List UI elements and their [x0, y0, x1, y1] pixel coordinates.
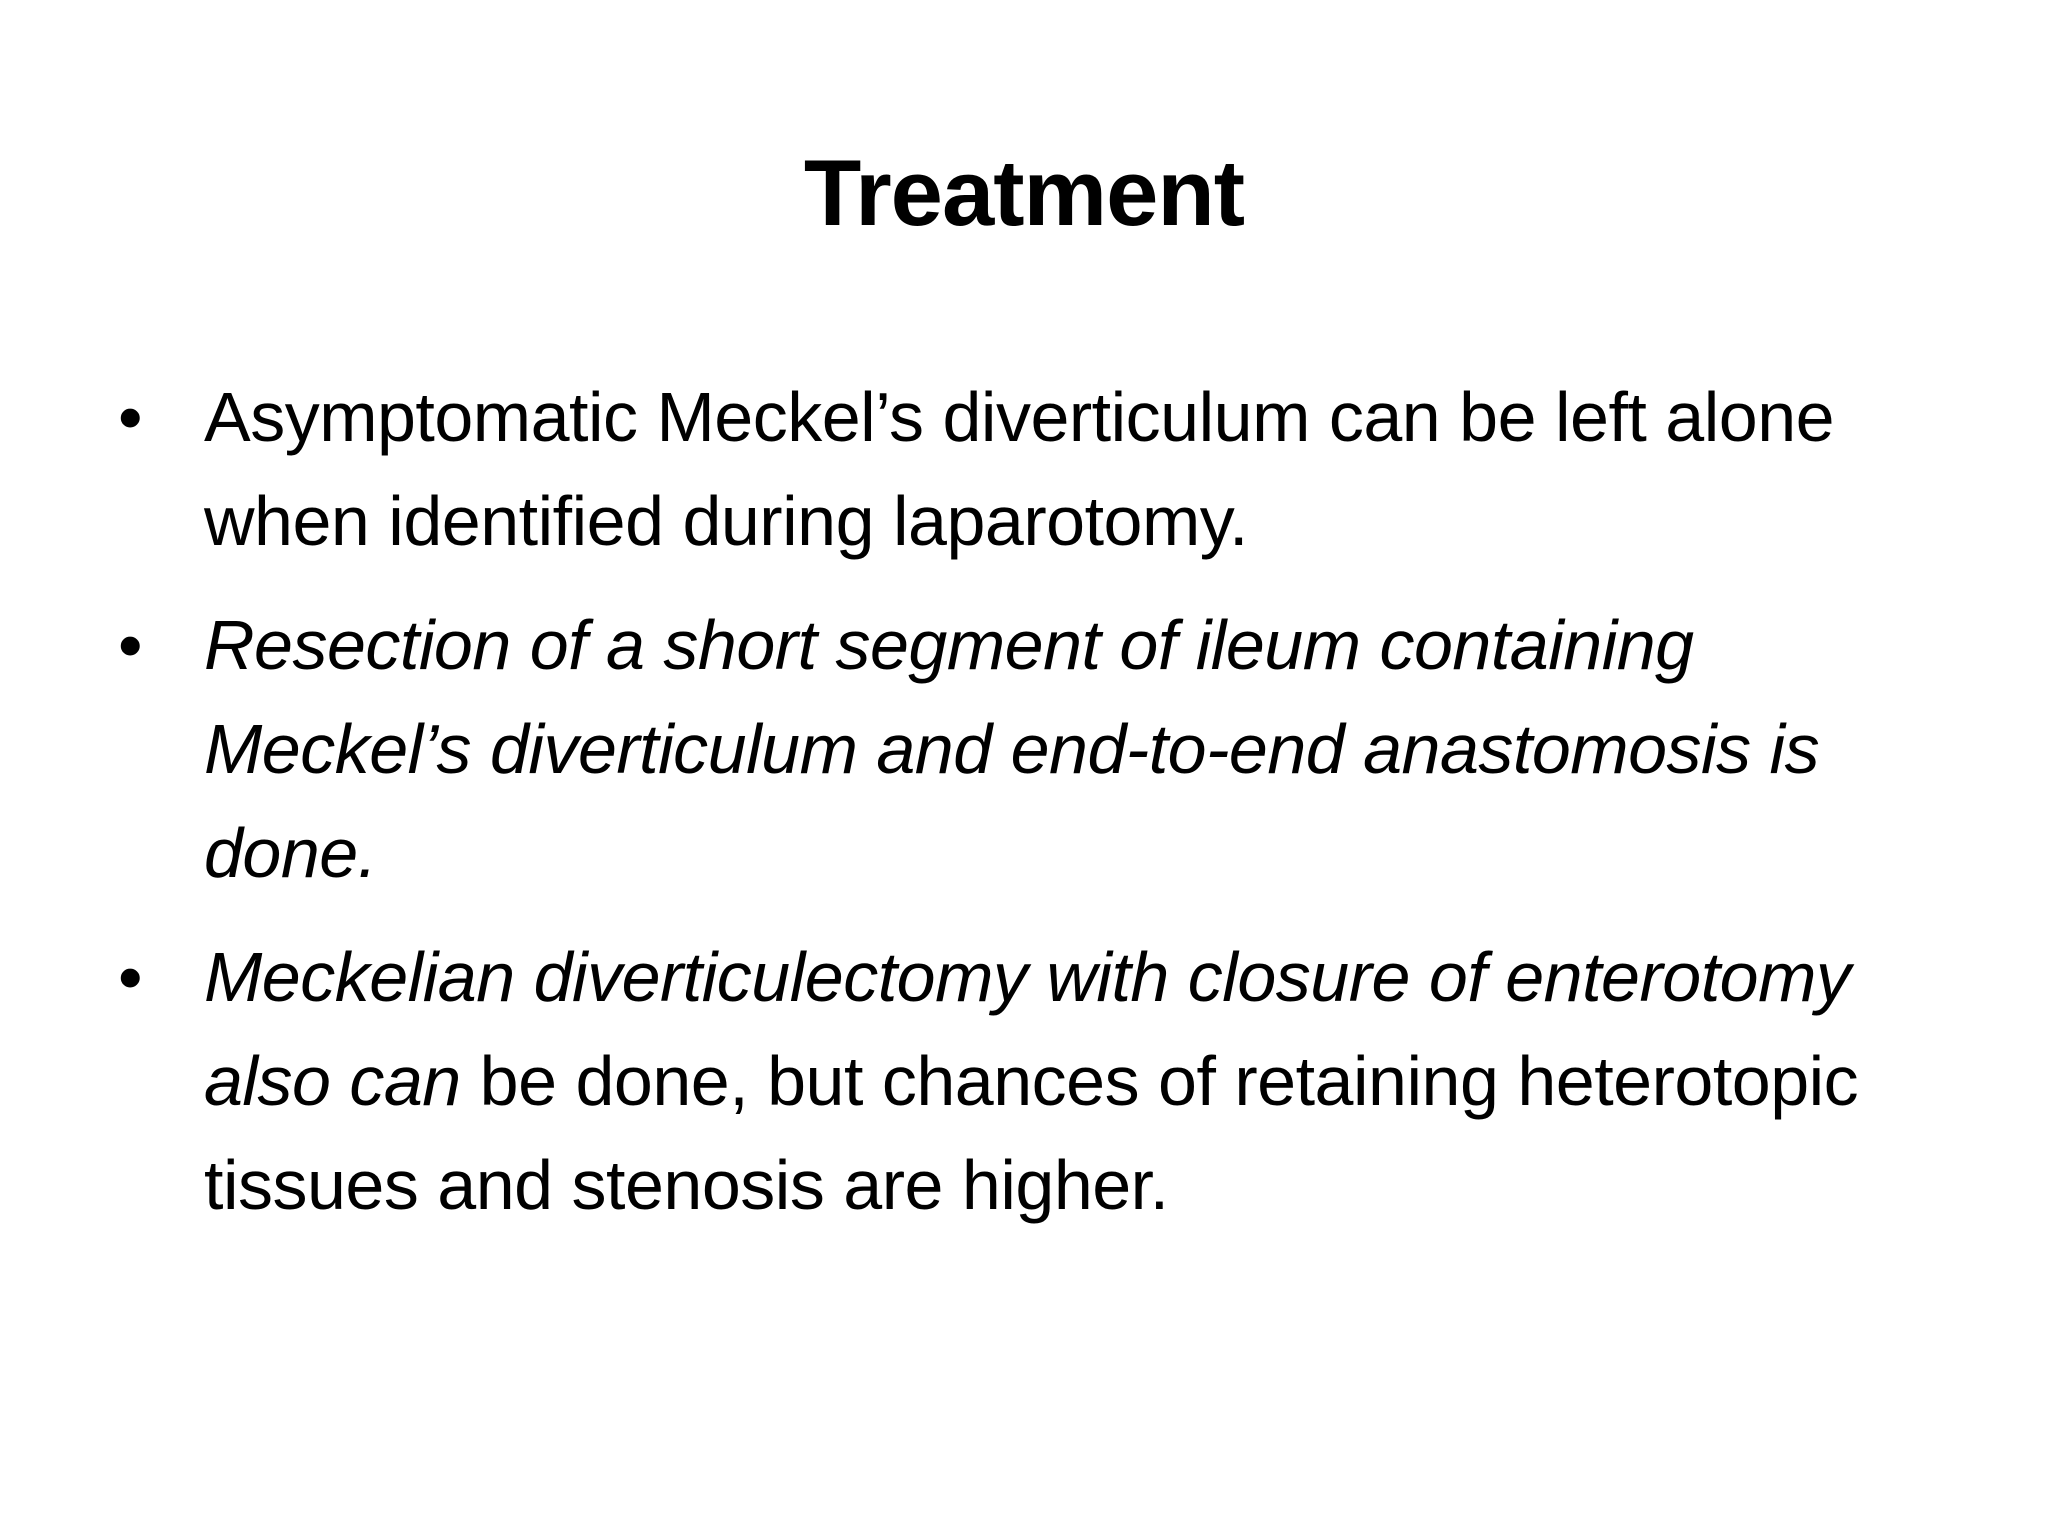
bullet-dot-icon: •: [118, 606, 143, 684]
bullet-item-diverticulectomy: [118, 925, 1958, 1237]
bullet-dot-icon: •: [118, 378, 143, 456]
bullet-text-italic: Meckelian diverticulectomy with closure of enterotomy also can: [204, 938, 1851, 1120]
bullet-text: Resection of a short segment of ileum containing Meckel’s diverticulum and end-to-end anastomosis is done.: [204, 606, 1820, 892]
bullet-dot-icon: •: [118, 938, 143, 1016]
bullet-item-asymptomatic: [118, 365, 1958, 573]
bullet-text: Asymptomatic Meckel’s diverticulum can be left alone when identified during laparotomy.: [204, 378, 1835, 560]
bullet-item-resection: [118, 593, 1958, 905]
slide-title: Treatment: [803, 140, 1245, 245]
bullet-text-normal: be done, but chances of retaining heterotopic tissues and stenosis are higher.: [204, 1042, 1859, 1224]
bullet-list: [118, 365, 1958, 1257]
